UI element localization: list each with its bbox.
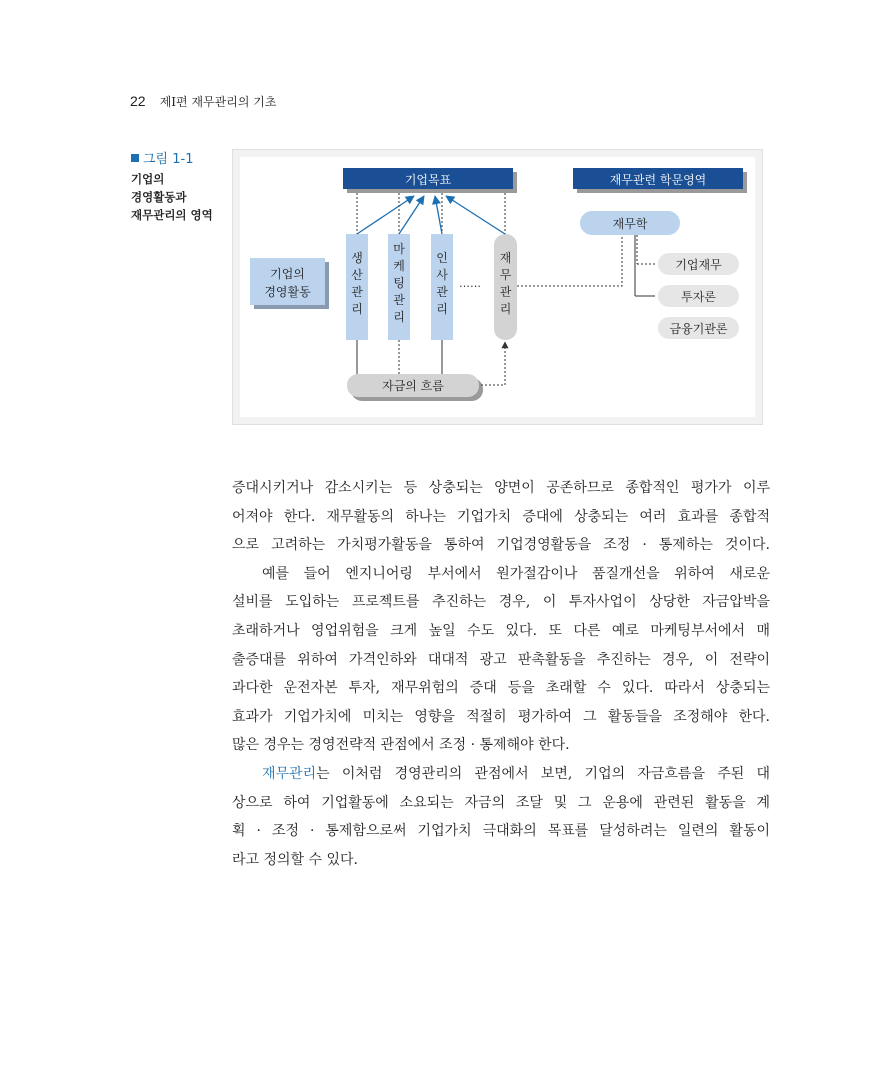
corporate-finance-label: 기업재무 xyxy=(675,258,722,272)
highlighted-term: 재무관리 xyxy=(262,765,317,782)
caption-line: 기업의 xyxy=(131,172,165,186)
figure-number: 그림 1-1 xyxy=(131,148,229,167)
caption-line: 경영활동과 xyxy=(131,190,187,204)
body-text xyxy=(232,474,770,874)
investment-label: 투자론 xyxy=(681,290,716,304)
production-box xyxy=(346,234,368,340)
text-line: 초래하거나 영업위험을 크게 높일 수도 있다. 또 다른 예로 마케팅부서에서 매 xyxy=(232,622,770,639)
marketing-label: 마 케 팅 관 리 xyxy=(393,242,405,324)
hr-box xyxy=(431,234,453,340)
text-line: 어져야 한다. 재무활동의 하나는 기업가치 증대에 상충되는 여러 효과를 종합적 xyxy=(232,508,770,525)
text-line: 증대시키거나 감소시키는 등 상충되는 양면이 공존하므로 종합적인 평가가 이루 xyxy=(232,480,770,496)
paragraph-3 xyxy=(232,760,770,874)
text-line: 획 · 조정 · 통제함으로써 기업가치 극대화의 목표를 달성하려는 일련의 활동이 xyxy=(232,823,770,840)
fund-flow-label: 자금의 흐름 xyxy=(382,379,444,393)
finance-label: 재 무 관 리 xyxy=(499,251,512,316)
text-line: 출증대를 위하여 가격인하와 대대적 광고 판촉활동을 추진하는 경우, 이 전략이 xyxy=(232,651,770,668)
page-number: 22 xyxy=(130,93,146,109)
text-line: 효과가 기업가치에 미치는 영향을 적절히 평가하여 그 활동들을 조정해야 한다. xyxy=(232,708,770,725)
figure-caption xyxy=(131,170,229,224)
finance-box xyxy=(494,234,517,340)
business-activities-line: 기업의 xyxy=(270,267,305,281)
ellipsis: …… xyxy=(459,277,481,290)
paragraph-2 xyxy=(232,560,770,760)
financial-institutions-label: 금융기관론 xyxy=(669,322,728,336)
text-line: 라고 정의할 수 있다. xyxy=(232,851,358,868)
text-line: 재무관리는 이처럼 경영관리의 관점에서 보면, 기업의 자금흐름을 주된 대 xyxy=(262,765,770,782)
text-line: 많은 경우는 경영전략적 관점에서 조정 · 통제해야 한다. xyxy=(232,737,570,754)
paragraph-1 xyxy=(232,474,770,560)
running-title: 제Ⅰ편 재무관리의 기초 xyxy=(159,95,277,109)
corporate-goal-label: 기업목표 xyxy=(404,173,452,187)
marketing-box xyxy=(388,234,410,340)
text-line: 과다한 운전자본 투자, 재무위험의 증대 등을 초래할 수 있다. 따라서 상충되는 xyxy=(232,680,770,697)
text-line: 예를 들어 엔지니어링 부서에서 원가절감이나 품질개선을 위하여 새로운 xyxy=(262,565,770,582)
finance-field-label: 재무관련 학문영역 xyxy=(609,173,707,187)
business-activities-line: 경영활동 xyxy=(264,285,311,299)
hr-label: 인 사 관 리 xyxy=(436,251,448,316)
text-line: 상으로 하여 기업활동에 소요되는 자금의 조달 및 그 운용에 관련된 활동을 계 xyxy=(232,794,770,811)
production-label: 생 산 관 리 xyxy=(351,251,363,316)
page-header xyxy=(130,93,276,110)
text-line: 으로 고려하는 가치평가활동을 통하여 기업경영활동을 조정 · 통제하는 것이다. xyxy=(232,537,770,554)
square-bullet-icon xyxy=(131,154,139,162)
figure-label xyxy=(131,148,229,224)
business-finance-diagram xyxy=(232,149,763,425)
finance-study-label: 재무학 xyxy=(612,217,648,231)
text-line: 설비를 도입하는 프로젝트를 추진하는 경우, 이 투자사업이 상당한 자금압박을 xyxy=(232,594,770,611)
caption-line: 재무관리의 영역 xyxy=(131,208,213,222)
